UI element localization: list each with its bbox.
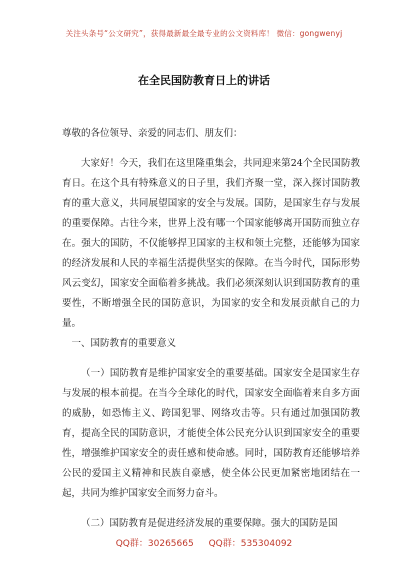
- spacer: [62, 504, 360, 514]
- paragraph-intro: 大家好！今天，我们在这里隆重集会，共同迎来第24个全民国防教育日。在这个具有特殊意义的日子里，我们齐聚一堂，深入探讨国防教育的重大意义，共同展望国家的安全与发展。国防，是国家生存与发展的重要保障。古往今来，世界上没有哪一个国家能够离开国防而独立存在。强大的国防，不仅能够捍卫国家的主权和领土完整，还能够为国家的经济发展和人民的幸福生活提供坚实的保障。在当今时代，国际形势风云变幻，国家安全面临着多挑战。我们必须深刻认识到国防教育的重要性，不断增强全民的国防意识，为国家的安全和发展贡献自己的力量。: [62, 158, 360, 329]
- document-body: [62, 124, 360, 534]
- footer-contacts: [0, 536, 408, 549]
- spacer: [62, 354, 360, 364]
- salutation: 尊敬的各位领导、亲爱的同志们、朋友们：: [62, 128, 243, 139]
- subsection-paragraph: （二）国防教育是促进经济发展的重要保障。强大的国防是国: [81, 518, 338, 529]
- spacer: [62, 144, 360, 154]
- qq-group-1: QQ群：30265665: [115, 539, 194, 549]
- document-title: 在全民国防教育日上的讲话: [138, 74, 270, 87]
- qq-group-2: QQ群：535304092: [208, 539, 293, 549]
- header-note: 关注头条号“公文研究”，获得最新最全最专业的公文资料库！ 微信：gongwenyj: [65, 29, 343, 38]
- subsection-paragraph: （一）国防教育是维护国家安全的重要基础。国家安全是国家生存与发展的根本前提。在当今全球化的时代，国家安全面临着来自多方面的威胁，如恐怖主义、跨国犯罪、网络攻击等。只有通过加强国防教育，提高全民的国防意识，才能使全体公民充分认识到国家安全的重要性，增强维护国家安全的责任感和使命感。同时，国防教育还能够培养公民的爱国主义精神和民族自豪感，使全体公民更加紧密地团结在一起，共同为维护国家安全而努力奋斗。: [62, 368, 360, 499]
- section-heading: 一、国防教育的重要意义: [71, 338, 177, 349]
